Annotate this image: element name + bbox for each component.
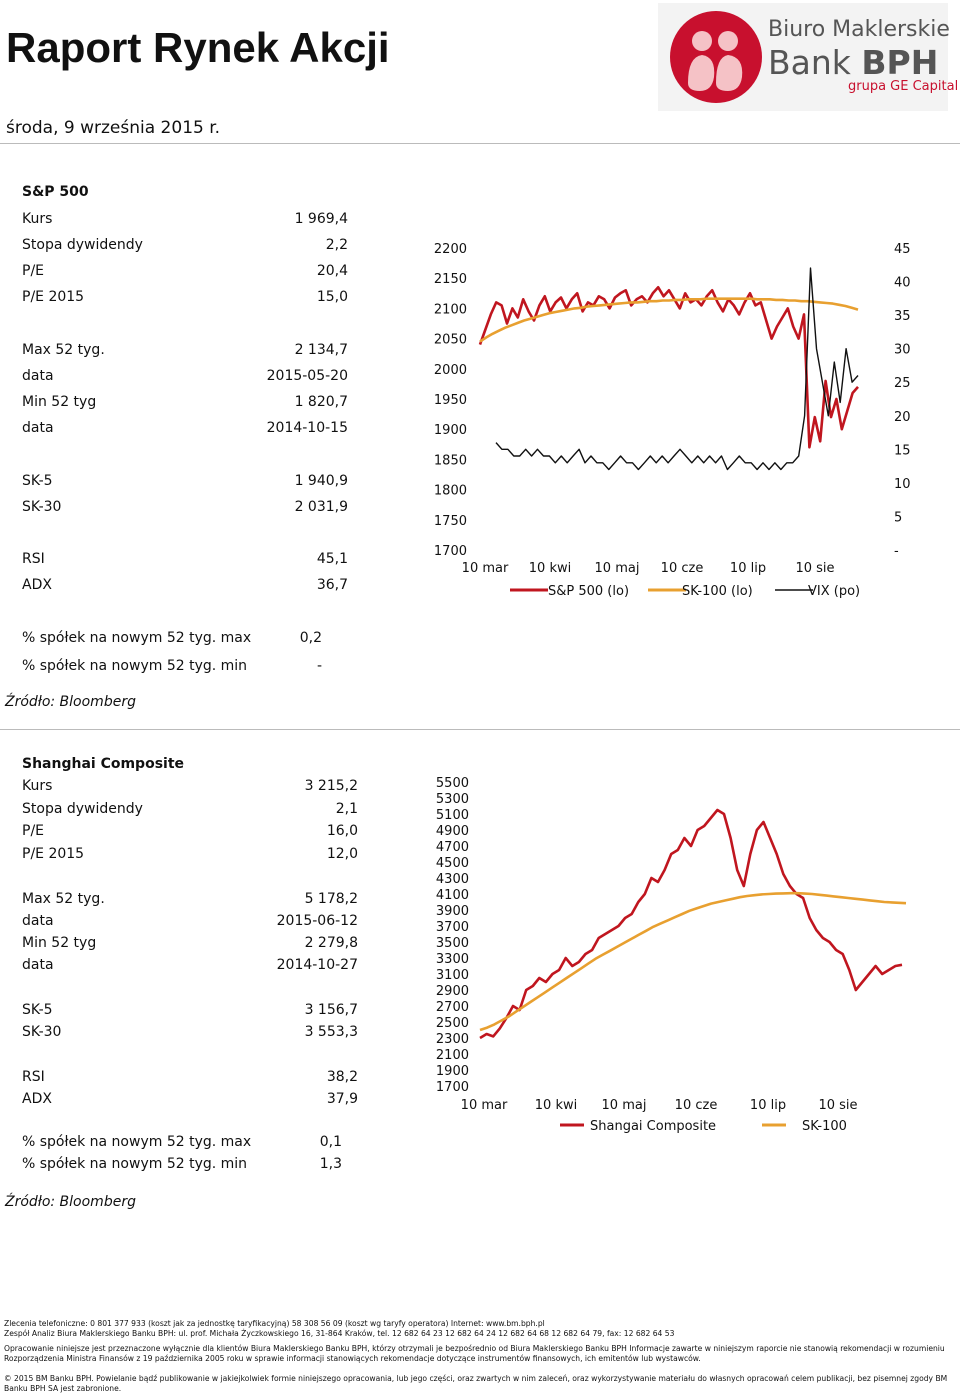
- stat-label: SK-5: [22, 1002, 53, 1018]
- sp500-extra: [22, 630, 342, 690]
- y-tick-label: 2500: [435, 1016, 469, 1031]
- x-tick-label: 10 mar: [461, 561, 509, 576]
- stat-value: 2 279,8: [304, 935, 358, 951]
- x-tick-label: 10 maj: [594, 561, 640, 576]
- stat-value: 0,1: [319, 1134, 342, 1150]
- x-tick-label: 10 lip: [749, 1098, 787, 1113]
- stat-label: data: [22, 957, 54, 973]
- stat-label: Stopa dywidendy: [22, 237, 143, 253]
- y-tick-label: 3700: [435, 920, 469, 935]
- footer-copyright-2: Banku BPH SA jest zabronione.: [4, 1384, 122, 1393]
- x-tick-label: 10 sie: [795, 561, 835, 576]
- y-tick-label: 3900: [435, 904, 469, 919]
- y-tick-label: 5500: [435, 776, 469, 791]
- y-left-tick-label: 1850: [433, 453, 467, 469]
- y-right-tick-label: 40: [894, 275, 911, 291]
- x-tick-label: 10 mar: [460, 1098, 508, 1113]
- stat-label: data: [22, 420, 54, 436]
- y-right-tick-label: 10: [894, 476, 911, 492]
- stat-value: 15,0: [316, 289, 348, 305]
- shanghai-stats: [22, 756, 358, 1116]
- series-line-1: [480, 299, 858, 342]
- y-tick-label: 2700: [435, 1000, 469, 1015]
- stat-label: Kurs: [22, 211, 53, 227]
- legend-label: SK-100: [802, 1119, 847, 1134]
- y-right-tick-label: 5: [894, 510, 903, 526]
- y-tick-label: 4100: [435, 888, 469, 903]
- stat-label: data: [22, 913, 54, 929]
- stat-value: 1 820,7: [294, 394, 348, 410]
- stat-label: Max 52 tyg.: [22, 891, 105, 907]
- shanghai-extra: [22, 1134, 352, 1184]
- y-right-tick-label: 15: [894, 443, 911, 459]
- page-title: Raport Rynek Akcji: [6, 24, 390, 71]
- stat-label: % spółek na nowym 52 tyg. min: [22, 1156, 248, 1172]
- y-tick-label: 2900: [435, 984, 469, 999]
- bank-logo-icon: [666, 7, 766, 107]
- series-line-1: [480, 893, 906, 1030]
- sp500-stats: [22, 184, 348, 604]
- stat-value: 1 969,4: [294, 211, 348, 227]
- stat-label: data: [22, 368, 54, 384]
- stat-label: Min 52 tyg: [22, 394, 97, 410]
- stat-value: 2 031,9: [294, 499, 348, 515]
- y-left-tick-label: 1900: [433, 423, 467, 439]
- sp500-chart: [420, 230, 940, 610]
- stat-label: RSI: [22, 551, 45, 567]
- y-tick-label: 4300: [435, 872, 469, 887]
- shanghai-name: Shanghai Composite: [22, 756, 185, 772]
- stat-label: Min 52 tyg: [22, 935, 97, 951]
- y-left-tick-label: 1800: [433, 483, 467, 499]
- bank-logo: [658, 3, 959, 111]
- footer-disclaimer-2: Rozporządzenia Ministra Finansów z 19 października 2005 roku w sprawie informacji stanowiących rekomendacje dotyczące instrumentów finansowych, ich emitentów lub wystawców.: [4, 1354, 701, 1363]
- legend-label: SK-100 (lo): [682, 584, 753, 599]
- y-right-tick-label: 20: [894, 409, 911, 425]
- y-left-tick-label: 2150: [433, 272, 467, 288]
- x-tick-label: 10 cze: [660, 561, 704, 576]
- logo-bph: BPH: [861, 43, 939, 82]
- y-left-tick-label: 2200: [433, 242, 467, 257]
- x-tick-label: 10 cze: [674, 1098, 718, 1113]
- y-left-tick-label: 1700: [433, 544, 467, 559]
- y-right-tick-label: 45: [894, 242, 911, 257]
- x-tick-label: 10 kwi: [528, 561, 572, 576]
- stat-value: 3 553,3: [304, 1024, 358, 1040]
- y-tick-label: 2300: [435, 1032, 469, 1047]
- stat-label: Kurs: [22, 778, 53, 794]
- stat-label: P/E: [22, 823, 45, 839]
- series-line-0: [480, 810, 902, 1038]
- stat-value: 2 134,7: [294, 342, 348, 358]
- footer-contact: Zlecenia telefoniczne: 0 801 377 933 (koszt jak za jednostkę taryfikacyjną) 58 308 56 09 (koszt wg taryfy operatora) Internet: www.bm.bph.pl: [4, 1319, 545, 1328]
- y-left-tick-label: 1750: [433, 513, 467, 529]
- stat-label: SK-5: [22, 473, 53, 489]
- stat-value: 3 156,7: [304, 1002, 358, 1018]
- stat-label: SK-30: [22, 1024, 62, 1040]
- series-line-0: [480, 287, 858, 447]
- y-right-tick-label: -: [894, 544, 899, 559]
- x-tick-label: 10 lip: [729, 561, 767, 576]
- stat-label: SK-30: [22, 499, 62, 515]
- header-divider: [0, 143, 960, 144]
- stat-value: 1 940,9: [294, 473, 348, 489]
- stat-value: 36,7: [316, 577, 348, 593]
- y-tick-label: 3100: [435, 968, 469, 983]
- y-right-tick-label: 35: [894, 309, 911, 325]
- y-tick-label: 4500: [435, 856, 469, 871]
- y-left-tick-label: 1950: [433, 393, 467, 408]
- y-tick-label: 2100: [435, 1048, 469, 1063]
- stat-value: 2,1: [335, 801, 358, 817]
- stat-label: % spółek na nowym 52 tyg. min: [22, 658, 248, 674]
- stat-value: 38,2: [326, 1069, 358, 1085]
- stat-value: 5 178,2: [304, 891, 358, 907]
- y-tick-label: 3300: [435, 952, 469, 967]
- stat-value: 1,3: [319, 1156, 342, 1172]
- stat-value: 2,2: [325, 237, 348, 253]
- stat-label: Max 52 tyg.: [22, 342, 105, 358]
- y-left-tick-label: 2000: [433, 362, 467, 378]
- logo-bank: Bank: [768, 43, 862, 82]
- stat-value: 2014-10-15: [266, 420, 348, 436]
- stat-value: 45,1: [316, 551, 348, 567]
- report-date: środa, 9 września 2015 r.: [6, 118, 221, 138]
- x-tick-label: 10 kwi: [534, 1098, 578, 1113]
- stat-label: % spółek na nowym 52 tyg. max: [22, 1134, 252, 1150]
- stat-label: Stopa dywidendy: [22, 801, 143, 817]
- stat-value: 0,2: [299, 630, 322, 646]
- y-tick-label: 1900: [435, 1064, 469, 1079]
- y-left-tick-label: 2100: [433, 302, 467, 318]
- logo-line1: Biuro Maklerskie: [768, 17, 950, 42]
- x-tick-label: 10 sie: [818, 1098, 858, 1113]
- stat-label: RSI: [22, 1069, 45, 1085]
- y-tick-label: 4900: [435, 824, 469, 839]
- legend-label: VIX (po): [808, 584, 861, 599]
- footer-disclaimer-1: Opracowanie niniejsze jest przeznaczone wyłącznie dla klientów Biura Maklerskiego Banku BPH, którzy otrzymali je bezpośrednio od Biura Maklerskiego Banku BPH Informacje zawarte w niniejszym raporcie nie stanowią rekomendacji w rozumieniu: [4, 1344, 945, 1353]
- y-tick-label: 1700: [435, 1080, 469, 1095]
- stat-value: 2014-10-27: [276, 957, 358, 973]
- y-tick-label: 5100: [435, 808, 469, 823]
- stat-value: 37,9: [326, 1091, 358, 1107]
- y-tick-label: 3500: [435, 936, 469, 951]
- legend-label: Shangai Composite: [590, 1119, 717, 1134]
- y-right-tick-label: 30: [894, 342, 911, 358]
- y-left-tick-label: 2050: [433, 332, 467, 348]
- y-right-tick-label: 25: [894, 376, 911, 392]
- footer-address: Zespół Analiz Biura Maklerskiego Banku BPH: ul. prof. Michała Życzkowskiego 16, 31-864 Kraków, tel. 12 682 64 23 12 682 64 24 12 682 64 68 12 682 64 79, fax: 12 682 64 53: [4, 1329, 675, 1338]
- section-divider: [0, 729, 960, 730]
- footer-copyright-1: © 2015 BM Banku BPH. Powielanie bądź publikowanie w jakiejkolwiek formie niniejszego opracowania, lub jego części, oraz zwartych w nim zaleceń, oraz wykorzystywanie materiału do własnych opracowań celem publikacji, bez pisemnej zgody BM: [4, 1374, 948, 1383]
- stat-label: ADX: [22, 577, 52, 593]
- y-tick-label: 4700: [435, 840, 469, 855]
- sp500-source: Źródło: Bloomberg: [5, 694, 136, 710]
- sp500-name: S&P 500: [22, 184, 89, 200]
- stat-label: P/E 2015: [22, 846, 85, 862]
- stat-value: 16,0: [326, 823, 358, 839]
- stat-value: 12,0: [326, 846, 358, 862]
- logo-line3: grupa GE Capital: [848, 79, 959, 94]
- series-line-2: [496, 268, 858, 469]
- stat-label: P/E: [22, 263, 45, 279]
- stat-value: 3 215,2: [304, 778, 358, 794]
- stat-value: 2015-06-12: [276, 913, 358, 929]
- stat-label: ADX: [22, 1091, 52, 1107]
- stat-value: 2015-05-20: [266, 368, 348, 384]
- y-tick-label: 5300: [435, 792, 469, 807]
- stat-label: P/E 2015: [22, 289, 85, 305]
- shanghai-source: Źródło: Bloomberg: [5, 1194, 136, 1210]
- stat-value: 20,4: [316, 263, 348, 279]
- x-tick-label: 10 maj: [601, 1098, 647, 1113]
- shanghai-chart: [420, 772, 940, 1142]
- logo-line2: [768, 43, 938, 82]
- legend-label: S&P 500 (lo): [548, 584, 630, 599]
- stat-value: -: [316, 658, 322, 674]
- stat-label: % spółek na nowym 52 tyg. max: [22, 630, 252, 646]
